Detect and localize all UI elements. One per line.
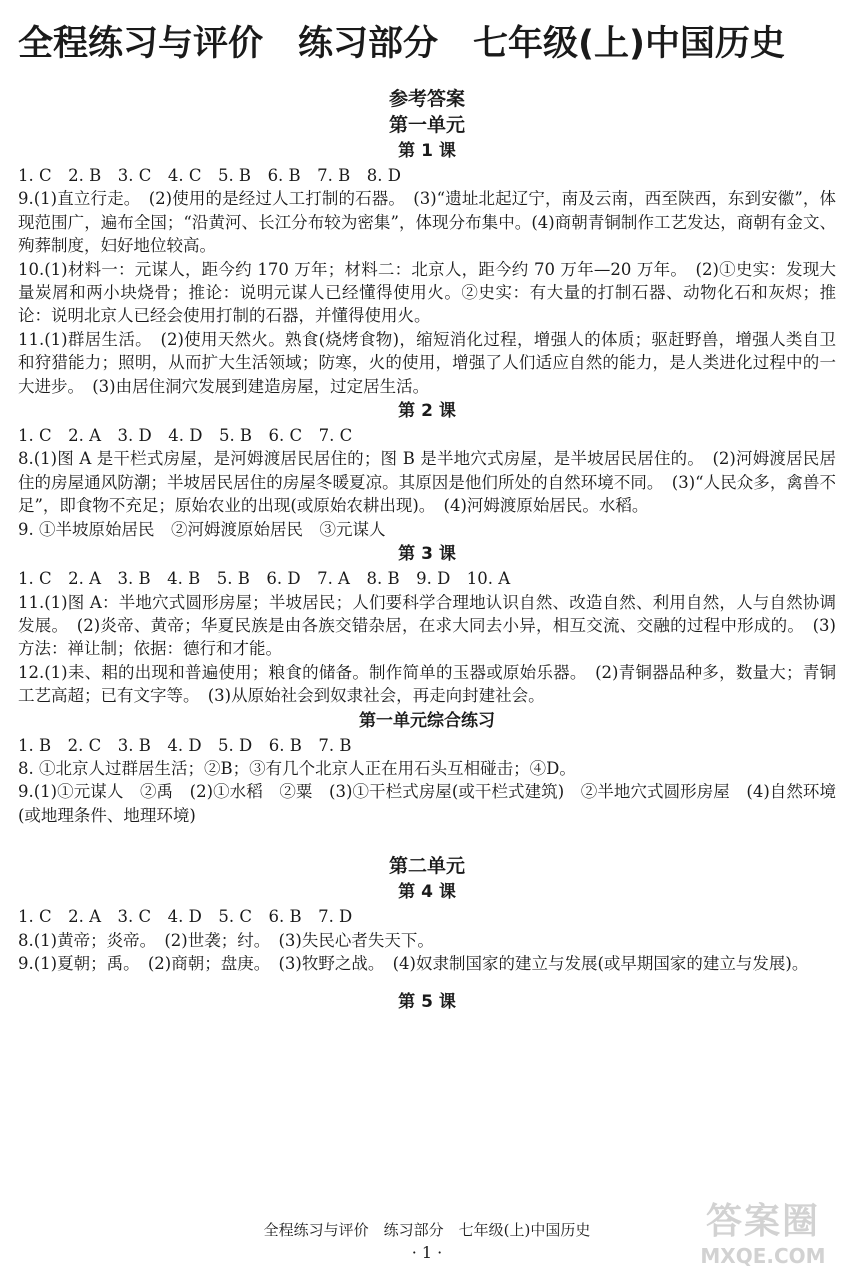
site-watermark [688, 1200, 838, 1280]
page-number: · 1 · [411, 1243, 443, 1262]
lesson1-q10-answer: 10.(1)材料一：元谋人，距今约 170 万年；材料二：北京人，距今约 70 万年—20 万年。 (2)①史实：发现大量炭屑和两小块烧骨；推论：说明元谋人已经懂得使用火。②史实：有大量的打制石器、动物化石和灰烬；推论：说明北京人已经会使用打制的石器，并懂得使用火。 [18, 259, 836, 326]
lesson4-title: 第 4 课 [398, 882, 456, 903]
lesson2-title: 第 2 课 [398, 401, 456, 422]
watermark-logo-text: 答案圈 [705, 1201, 820, 1242]
lesson4-q9-answer: 9.(1)夏朝；禹。 (2)商朝；盘庚。 (3)牧野之战。 (4)奴隶制国家的建立与发展(或早期国家的建立与发展)。 [18, 953, 809, 973]
unit1-title: 第一单元 [388, 114, 465, 136]
section-gap [18, 827, 836, 853]
lesson4-q8-answer: 8.(1)黄帝；炎帝。 (2)世袭；纣。 (3)失民心者失天下。 [18, 930, 434, 950]
lesson1-title: 第 1 课 [398, 141, 456, 161]
answer-content [18, 86, 836, 1015]
review-q9-answer: 9.(1)①元谋人 ②禹 (2)①水稻 ②粟 (3)①干栏式房屋(或干栏式建筑) ②半地穴式圆形房屋 (4)自然环境(或地理条件、地理环境) [18, 782, 836, 825]
lesson4-choice-answers: 1. C 2. A 3. C 4. D 5. C 6. B 7. D [18, 907, 353, 927]
lesson1-choice-answers: 1. C 2. B 3. C 4. C 5. B 6. B 7. B 8. D [18, 166, 402, 185]
lesson2-q9-answer: 9. ①半坡原始居民 ②河姆渡原始居民 ③元谋人 [18, 519, 386, 539]
lesson3-choice-answers: 1. C 2. A 3. B 4. B 5. B 6. D 7. A 8. B 9. D 10. A [18, 569, 511, 589]
lesson3-q11-answer: 11.(1)图 A：半地穴式圆形房屋；半坡居民；人们要科学合理地认识自然、改造自然、利用自然，人与自然协调发展。 (2)炎帝、黄帝；华夏民族是由各族交错杂居，在求大同去小异，相互交流、交融的过程中形成的。 (3)方法：禅让制；依据：德行和才能。 [18, 592, 836, 659]
review-q8-answer: 8. ①北京人过群居生活；②B；③有几个北京人正在用石头互相碰击；④D。 [18, 758, 576, 778]
lesson2-q8-answer: 8.(1)图 A 是干栏式房屋，是河姆渡居民居住的；图 B 是半地穴式房屋，是半坡居民居住的。 (2)河姆渡居民居住的房屋通风防潮；半坡居民居住的房屋冬暖夏凉。其原因是他们所处的自然环境不同。 (3)“人民众多，禽兽不足”，即食物不充足；原始农业的出现(或原始农耕出现)。 (4)河姆渡原始居民。水稻。 [18, 449, 836, 516]
watermark-url: MXQE.COM [700, 1244, 826, 1268]
lesson3-q12-answer: 12.(1)耒、耜的出现和普遍使用；粮食的储备。制作简单的玉器或原始乐器。 (2)青铜器品种多，数量大；青铜工艺高超；已有文字等。 (3)从原始社会到奴隶社会，再走向封建社会。 [18, 662, 836, 706]
page-header-title: 全程练习与评价 练习部分 七年级(上)中国历史 [18, 24, 785, 64]
lesson2-choice-answers: 1. C 2. A 3. D 4. D 5. B 6. C 7. C [18, 426, 353, 446]
lesson1-q9-answer: 9.(1)直立行走。 (2)使用的是经过人工打制的石器。 (3)“遗址北起辽宁，南及云南，西至陕西，东到安徽”，体现范围广，遍布全国；“沿黄河、长江分布较为密集”，体现分布集中。(4)商朝青铜制作工艺发达，商朝有金文、殉葬制度，妇好地位较高。 [18, 189, 836, 256]
review-choice-answers: 1. B 2. C 3. B 4. D 5. D 6. B 7. B [18, 735, 352, 755]
lesson5-title: 第 5 课 [398, 992, 456, 1013]
page-footer: 全程练习与评价 练习部分 七年级(上)中国历史 [263, 1221, 591, 1239]
lesson1-q11-answer: 11.(1)群居生活。 (2)使用天然火。熟食(烧烤食物)，缩短消化过程，增强人的体质；驱赶野兽，增强人类自卫和狩猎能力；照明，从而扩大生活领域；防寒，火的使用，增强了人们适应自然的能力，是人类进化过程中的一大进步。 (3)由居住洞穴发展到建造房屋，过定居生活。 [18, 329, 836, 396]
unit2-title: 第二单元 [388, 855, 465, 878]
lesson3-title: 第 3 课 [398, 544, 456, 565]
answer-title: 参考答案 [388, 88, 465, 110]
unit1-review-title: 第一单元综合练习 [359, 710, 495, 731]
